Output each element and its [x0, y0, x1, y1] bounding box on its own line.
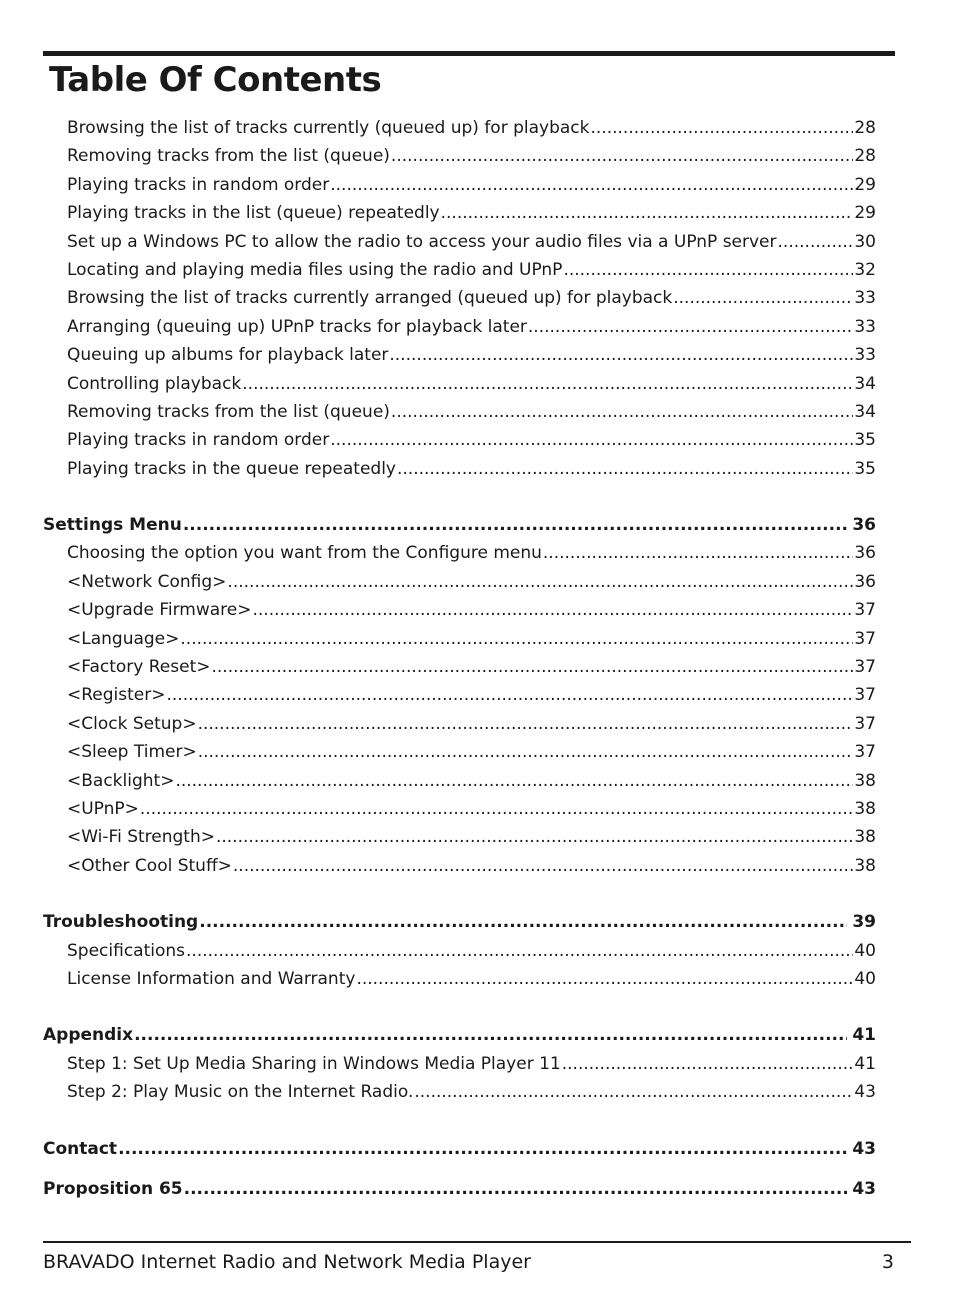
- toc-entry[interactable]: [43, 738, 876, 766]
- toc-entry-page: 37: [854, 600, 876, 621]
- bottom-rule: [43, 1241, 911, 1243]
- section-spacer: [43, 993, 876, 1021]
- toc-entry-title: <Wi-Fi Strength>: [67, 827, 215, 848]
- toc-entry-page: 30: [854, 231, 876, 252]
- toc-entry[interactable]: [43, 199, 876, 227]
- toc-entry[interactable]: [43, 767, 876, 795]
- page-title: Table Of Contents: [49, 60, 382, 100]
- toc-entry-page: 34: [854, 401, 876, 422]
- toc-entry-title: <Language>: [67, 628, 180, 649]
- dot-leader: [199, 908, 847, 936]
- dot-leader: [330, 426, 853, 454]
- toc-entry[interactable]: [43, 965, 876, 993]
- toc-entry[interactable]: [43, 568, 876, 596]
- toc-entry[interactable]: [43, 710, 876, 738]
- toc-entry-title: <Upgrade Firmware>: [67, 600, 252, 621]
- dot-leader: [543, 539, 853, 567]
- toc-entry-title: <Clock Setup>: [67, 713, 197, 734]
- toc-entry-page: 33: [854, 345, 876, 366]
- toc-section-title: Appendix: [43, 1025, 134, 1046]
- toc-entry[interactable]: [43, 114, 876, 142]
- toc-entry[interactable]: [43, 455, 876, 483]
- dot-leader: [356, 965, 853, 993]
- toc-entry[interactable]: [43, 937, 876, 965]
- toc-entry-title: Removing tracks from the list (queue): [67, 146, 390, 167]
- toc-entry-title: <Other Cool Stuff>: [67, 855, 232, 876]
- toc-entry-title: Specifications: [67, 940, 186, 961]
- toc-section-page: 43: [852, 1138, 876, 1159]
- toc-section[interactable]: [43, 908, 876, 936]
- dot-leader: [166, 681, 853, 709]
- toc-section-page: 43: [852, 1178, 876, 1199]
- dot-leader: [441, 199, 854, 227]
- toc-entry-title: Playing tracks in the queue repeatedly: [67, 458, 396, 479]
- dot-leader: [175, 767, 853, 795]
- dot-leader: [180, 625, 853, 653]
- dot-leader: [778, 228, 854, 256]
- toc-entry-title: <Backlight>: [67, 770, 175, 791]
- footer-doc-title: BRAVADO Internet Radio and Network Media Player: [43, 1251, 531, 1273]
- toc-entry-title: <Factory Reset>: [67, 657, 211, 678]
- toc-section-page: 41: [852, 1025, 876, 1046]
- section-spacer: [43, 483, 876, 511]
- dot-leader: [562, 1050, 854, 1078]
- toc-entry-page: 40: [854, 968, 876, 989]
- toc-entry-title: License Information and Warranty: [67, 968, 356, 989]
- toc-entry-page: 28: [854, 118, 876, 138]
- toc-section-page: 36: [852, 515, 876, 536]
- toc-entry-page: 43: [854, 1082, 876, 1103]
- toc-entry-page: 33: [854, 288, 876, 309]
- toc-entry-title: <Sleep Timer>: [67, 742, 197, 763]
- dot-leader: [414, 1078, 853, 1106]
- dot-leader: [391, 398, 853, 426]
- dot-leader: [134, 1021, 847, 1049]
- dot-leader: [227, 568, 853, 596]
- toc-entry[interactable]: [43, 256, 876, 284]
- toc-entry[interactable]: [43, 313, 876, 341]
- toc-entry-title: Removing tracks from the list (queue): [67, 401, 390, 422]
- dot-leader: [198, 738, 854, 766]
- toc-entry[interactable]: [43, 398, 876, 426]
- toc-entry-title: Browsing the list of tracks currently (queued up) for playback: [67, 118, 590, 138]
- toc-section[interactable]: [43, 1135, 876, 1163]
- toc-entry[interactable]: [43, 341, 876, 369]
- toc-section-title: Proposition 65: [43, 1178, 183, 1199]
- toc-entry-title: Step 1: Set Up Media Sharing in Windows Media Player 11: [67, 1053, 561, 1074]
- dot-leader: [389, 341, 853, 369]
- dot-leader: [186, 937, 853, 965]
- dot-leader: [233, 852, 853, 880]
- toc-entry-page: 35: [854, 458, 876, 479]
- dot-leader: [397, 455, 853, 483]
- toc-entry[interactable]: [43, 681, 876, 709]
- toc-entry-page: 37: [854, 657, 876, 678]
- toc-entry[interactable]: [43, 1078, 876, 1106]
- toc-entry-page: 28: [854, 146, 876, 167]
- toc-entry-title: Step 2: Play Music on the Internet Radio.: [67, 1082, 414, 1103]
- toc-entry-title: Choosing the option you want from the Configure menu: [67, 543, 542, 564]
- toc-entry-title: Playing tracks in the list (queue) repeatedly: [67, 203, 440, 224]
- toc-entry[interactable]: [43, 370, 876, 398]
- table-of-contents: [43, 114, 876, 1203]
- dot-leader: [140, 795, 853, 823]
- dot-leader: [211, 653, 853, 681]
- toc-entry[interactable]: [43, 625, 876, 653]
- section-spacer: [43, 1107, 876, 1135]
- toc-entry[interactable]: [43, 823, 876, 851]
- toc-entry-page: 37: [854, 742, 876, 763]
- toc-entry-page: 36: [854, 543, 876, 564]
- toc-entry-page: 37: [854, 685, 876, 706]
- dot-leader: [673, 284, 853, 312]
- dot-leader: [242, 370, 853, 398]
- toc-section[interactable]: [43, 1175, 876, 1203]
- toc-entry-title: Queuing up albums for playback later: [67, 345, 389, 366]
- toc-entry-page: 34: [854, 373, 876, 394]
- toc-entry-page: 29: [854, 203, 876, 224]
- toc-entry-title: Browsing the list of tracks currently arranged (queued up) for playback: [67, 288, 673, 309]
- toc-entry-title: Playing tracks in random order: [67, 430, 330, 451]
- toc-entry-title: <Register>: [67, 685, 166, 706]
- toc-entry-title: Set up a Windows PC to allow the radio to access your audio files via a UPnP server: [67, 231, 777, 252]
- dot-leader: [183, 511, 848, 539]
- dot-leader: [118, 1135, 847, 1163]
- top-rule: [43, 51, 895, 56]
- toc-entry-page: 38: [854, 827, 876, 848]
- dot-leader: [563, 256, 853, 284]
- dot-leader: [330, 171, 853, 199]
- dot-leader: [253, 596, 854, 624]
- dot-leader: [528, 313, 853, 341]
- section-spacer: [43, 1163, 876, 1175]
- toc-entry[interactable]: [43, 653, 876, 681]
- toc-entry[interactable]: [43, 539, 876, 567]
- toc-entry[interactable]: [43, 426, 876, 454]
- toc-entry[interactable]: [43, 596, 876, 624]
- toc-entry-title: Playing tracks in random order: [67, 174, 330, 195]
- toc-entry-page: 38: [854, 798, 876, 819]
- toc-entry[interactable]: [43, 142, 876, 170]
- toc-entry-page: 33: [854, 316, 876, 337]
- toc-entry-page: 37: [854, 713, 876, 734]
- toc-entry-page: 40: [854, 940, 876, 961]
- toc-entry-title: <UPnP>: [67, 798, 139, 819]
- toc-section-page: 39: [852, 912, 876, 933]
- toc-entry-title: Controlling playback: [67, 373, 242, 394]
- toc-entry-page: 41: [854, 1053, 876, 1074]
- toc-entry-page: 37: [854, 628, 876, 649]
- toc-entry-title: Locating and playing media files using the radio and UPnP: [67, 259, 563, 280]
- toc-entry[interactable]: [43, 852, 876, 880]
- toc-entry-page: 38: [854, 855, 876, 876]
- dot-leader: [184, 1175, 848, 1203]
- toc-section-title: Troubleshooting: [43, 912, 199, 933]
- toc-entry-title: Arranging (queuing up) UPnP tracks for playback later: [67, 316, 527, 337]
- dot-leader: [591, 114, 854, 142]
- toc-entry-page: 38: [854, 770, 876, 791]
- footer-page-number: 3: [881, 1251, 894, 1273]
- toc-section-title: Contact: [43, 1138, 118, 1159]
- toc-entry[interactable]: [43, 795, 876, 823]
- toc-entry[interactable]: [43, 228, 876, 256]
- toc-entry[interactable]: [43, 1050, 876, 1078]
- toc-entry-page: 32: [854, 259, 876, 280]
- dot-leader: [391, 142, 853, 170]
- toc-entry[interactable]: [43, 171, 876, 199]
- section-spacer: [43, 880, 876, 908]
- dot-leader: [216, 823, 853, 851]
- toc-entry-title: <Network Config>: [67, 571, 227, 592]
- toc-section[interactable]: [43, 511, 876, 539]
- toc-section-title: Settings Menu: [43, 515, 182, 536]
- dot-leader: [198, 710, 854, 738]
- toc-entry-page: 29: [854, 174, 876, 195]
- toc-entry[interactable]: [43, 284, 876, 312]
- toc-section[interactable]: [43, 1021, 876, 1049]
- toc-entry-page: 35: [854, 430, 876, 451]
- toc-entry-page: 36: [854, 571, 876, 592]
